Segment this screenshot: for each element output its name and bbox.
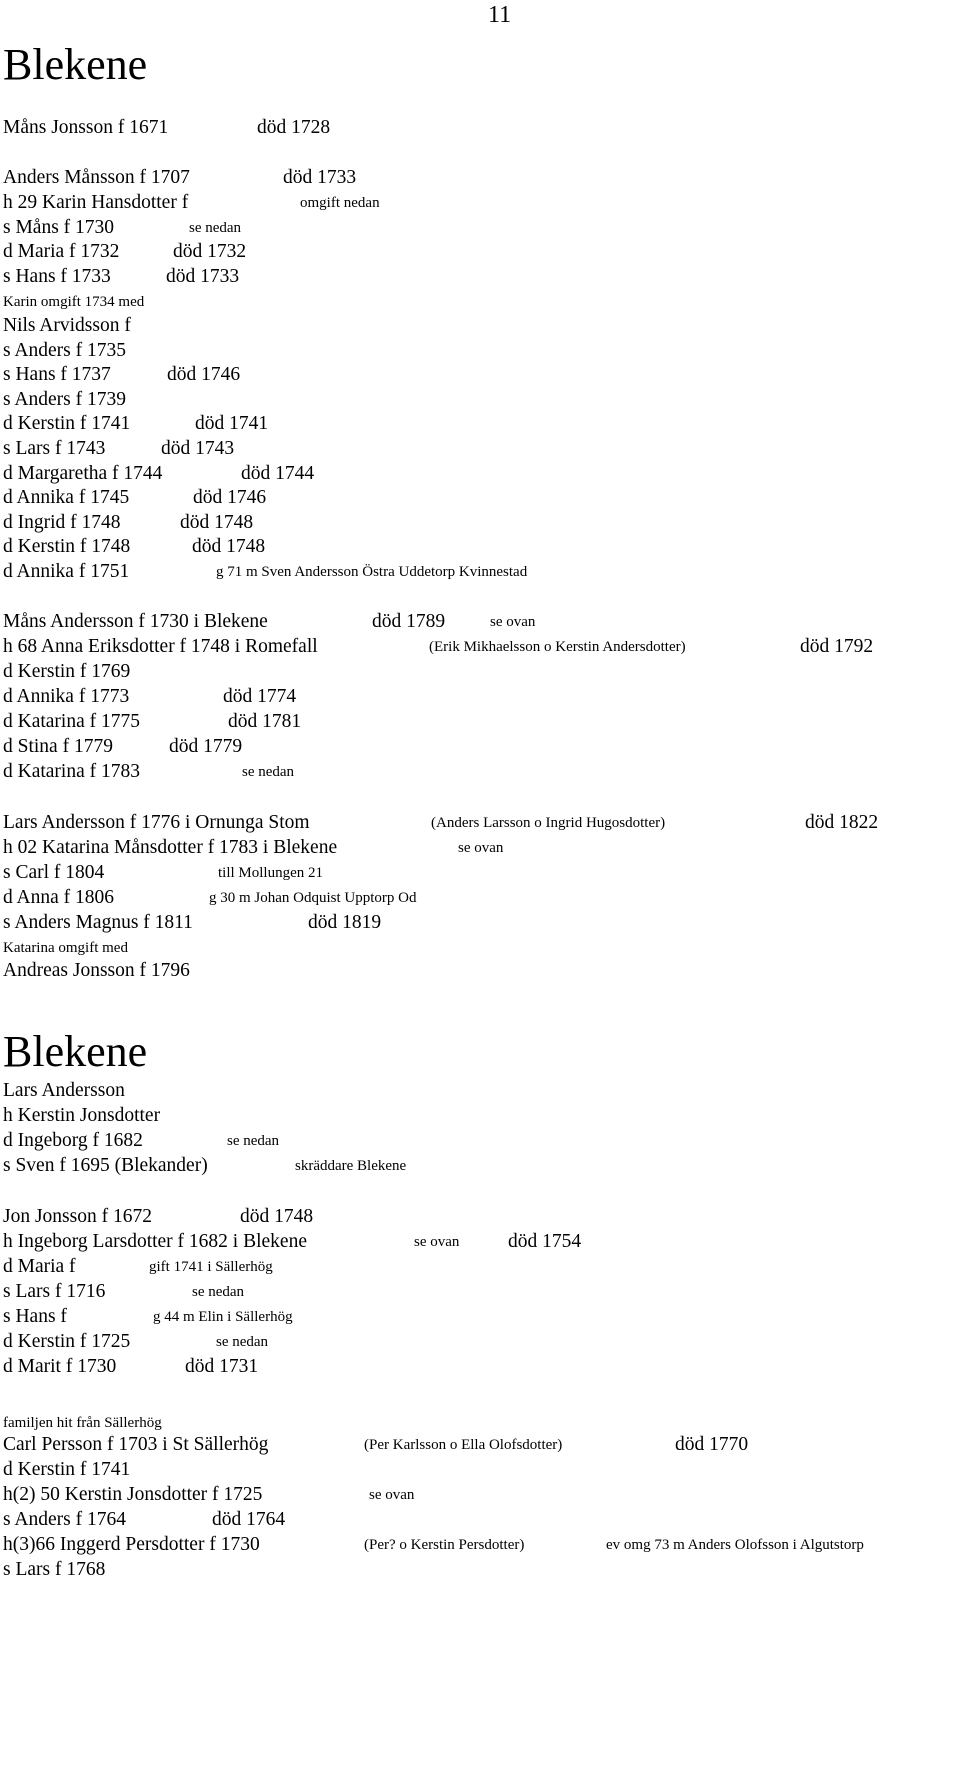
entry-text: se ovan (490, 614, 536, 630)
entry-text: d Marit f 1730 (3, 1356, 117, 1377)
entry-text: d Katarina f 1783 (3, 761, 140, 782)
entry-text: d Katarina f 1775 (3, 711, 140, 732)
entry-text: Nils Arvidsson f (3, 315, 131, 336)
entry-text: Andreas Jonsson f 1796 (3, 960, 190, 981)
entry-text: d Ingrid f 1748 (3, 512, 121, 533)
entry-text: Måns Jonsson f 1671 (3, 117, 169, 138)
entry-text: Katarina omgift med (3, 940, 128, 956)
entry-text: d Kerstin f 1748 (3, 536, 131, 557)
entry-text: s Måns f 1730 (3, 217, 115, 238)
entry-text: omgift nedan (300, 195, 380, 211)
entry-text: se nedan (192, 1284, 245, 1300)
entry-text: död 1748 (180, 512, 254, 533)
entry-text: Jon Jonsson f 1672 (3, 1206, 152, 1227)
entry-text: Lars Andersson (3, 1080, 125, 1101)
entry-text: d Kerstin f 1725 (3, 1331, 131, 1352)
entry-text: död 1731 (185, 1356, 259, 1377)
entry-text: g 30 m Johan Odquist Upptorp Od (209, 890, 417, 906)
entry-text: se nedan (242, 764, 295, 780)
entry-text: se nedan (189, 220, 242, 236)
entry-text: d Kerstin f 1741 (3, 1459, 131, 1480)
entry-text: död 1746 (167, 364, 241, 385)
entry-text: s Anders Magnus f 1811 (3, 912, 193, 933)
entry-text: Karin omgift 1734 med (3, 294, 145, 310)
entry-text: s Hans f 1733 (3, 266, 111, 287)
entry-text: (Per Karlsson o Ella Olofsdotter) (364, 1437, 563, 1453)
entry-text: (Erik Mikhaelsson o Kerstin Andersdotter) (429, 639, 686, 655)
entry-text: h(2) 50 Kerstin Jonsdotter f 1725 (3, 1484, 263, 1505)
entry-text: se ovan (458, 840, 504, 856)
entry-text: d Maria f 1732 (3, 241, 120, 262)
entry-text: död 1770 (675, 1434, 749, 1455)
entry-text: gift 1741 i Sällerhög (149, 1259, 273, 1275)
page-number: 11 (488, 2, 512, 28)
section-title: Blekene (3, 40, 148, 89)
entry-text: död 1732 (173, 241, 247, 262)
entry-text: s Anders f 1739 (3, 389, 126, 410)
entry-text: ev omg 73 m Anders Olofsson i Algutstorp (606, 1537, 864, 1553)
entry-text: d Annika f 1773 (3, 686, 130, 707)
entry-text: död 1822 (805, 812, 879, 833)
entry-text: g 44 m Elin i Sällerhög (153, 1309, 293, 1325)
entry-text: d Annika f 1751 (3, 561, 130, 582)
entry-text: Måns Andersson f 1730 i Blekene (3, 611, 268, 632)
entry-text: Lars Andersson f 1776 i Ornunga Stom (3, 812, 310, 833)
entry-text: död 1764 (212, 1509, 286, 1530)
entry-text: h Ingeborg Larsdotter f 1682 i Blekene (3, 1231, 307, 1252)
entry-text: s Lars f 1768 (3, 1559, 106, 1580)
entry-text: s Sven f 1695 (Blekander) (3, 1155, 208, 1176)
entry-text: död 1748 (240, 1206, 314, 1227)
entry-text: s Lars f 1716 (3, 1281, 106, 1302)
entry-text: d Margaretha f 1744 (3, 463, 163, 484)
entry-text: död 1789 (372, 611, 446, 632)
entry-text: till Mollungen 21 (218, 865, 323, 881)
entry-text: Carl Persson f 1703 i St Sällerhög (3, 1434, 269, 1455)
entry-text: d Kerstin f 1769 (3, 661, 131, 682)
entry-text: död 1733 (283, 167, 357, 188)
entry-text: d Kerstin f 1741 (3, 413, 131, 434)
entry-text: se ovan (414, 1234, 460, 1250)
entry-text: h 02 Katarina Månsdotter f 1783 i Blekene (3, 837, 338, 858)
entry-text: (Per? o Kerstin Persdotter) (364, 1537, 525, 1553)
entry-text: h 68 Anna Eriksdotter f 1748 i Romefall (3, 636, 318, 657)
entry-text: död 1746 (193, 487, 267, 508)
entry-text: död 1741 (195, 413, 269, 434)
entry-text: död 1792 (800, 636, 874, 657)
entry-text: se ovan (369, 1487, 415, 1503)
entry-text: h(3)66 Inggerd Persdotter f 1730 (3, 1534, 260, 1555)
entry-text: död 1819 (308, 912, 382, 933)
entry-text: skräddare Blekene (295, 1158, 407, 1174)
entry-text: d Anna f 1806 (3, 887, 115, 908)
entry-text: död 1774 (223, 686, 297, 707)
entry-text: död 1728 (257, 117, 331, 138)
entry-text: d Annika f 1745 (3, 487, 130, 508)
entry-text: s Hans f 1737 (3, 364, 111, 385)
entry-text: s Lars f 1743 (3, 438, 106, 459)
entry-text: s Anders f 1764 (3, 1509, 126, 1530)
entry-text: (Anders Larsson o Ingrid Hugosdotter) (431, 815, 666, 831)
entry-text: död 1743 (161, 438, 235, 459)
entry-text: död 1748 (192, 536, 266, 557)
entry-text: Anders Månsson f 1707 (3, 167, 190, 188)
entry-text: h Kerstin Jonsdotter (3, 1105, 161, 1126)
entry-text: d Maria f (3, 1256, 76, 1277)
entry-text: död 1733 (166, 266, 240, 287)
entry-text: se nedan (216, 1334, 269, 1350)
entry-text: h 29 Karin Hansdotter f (3, 192, 189, 213)
section-title: Blekene (3, 1027, 148, 1076)
entry-text: familjen hit från Sällerhög (3, 1415, 162, 1431)
entry-text: död 1754 (508, 1231, 582, 1252)
entry-text: s Anders f 1735 (3, 340, 126, 361)
entry-text: s Hans f (3, 1306, 67, 1327)
entry-text: s Carl f 1804 (3, 862, 105, 883)
entry-text: se nedan (227, 1133, 280, 1149)
entry-text: död 1781 (228, 711, 302, 732)
entry-text: död 1744 (241, 463, 315, 484)
entry-text: g 71 m Sven Andersson Östra Uddetorp Kvinnestad (216, 564, 528, 580)
entry-text: d Stina f 1779 (3, 736, 113, 757)
entry-text: död 1779 (169, 736, 243, 757)
entry-text: d Ingeborg f 1682 (3, 1130, 143, 1151)
